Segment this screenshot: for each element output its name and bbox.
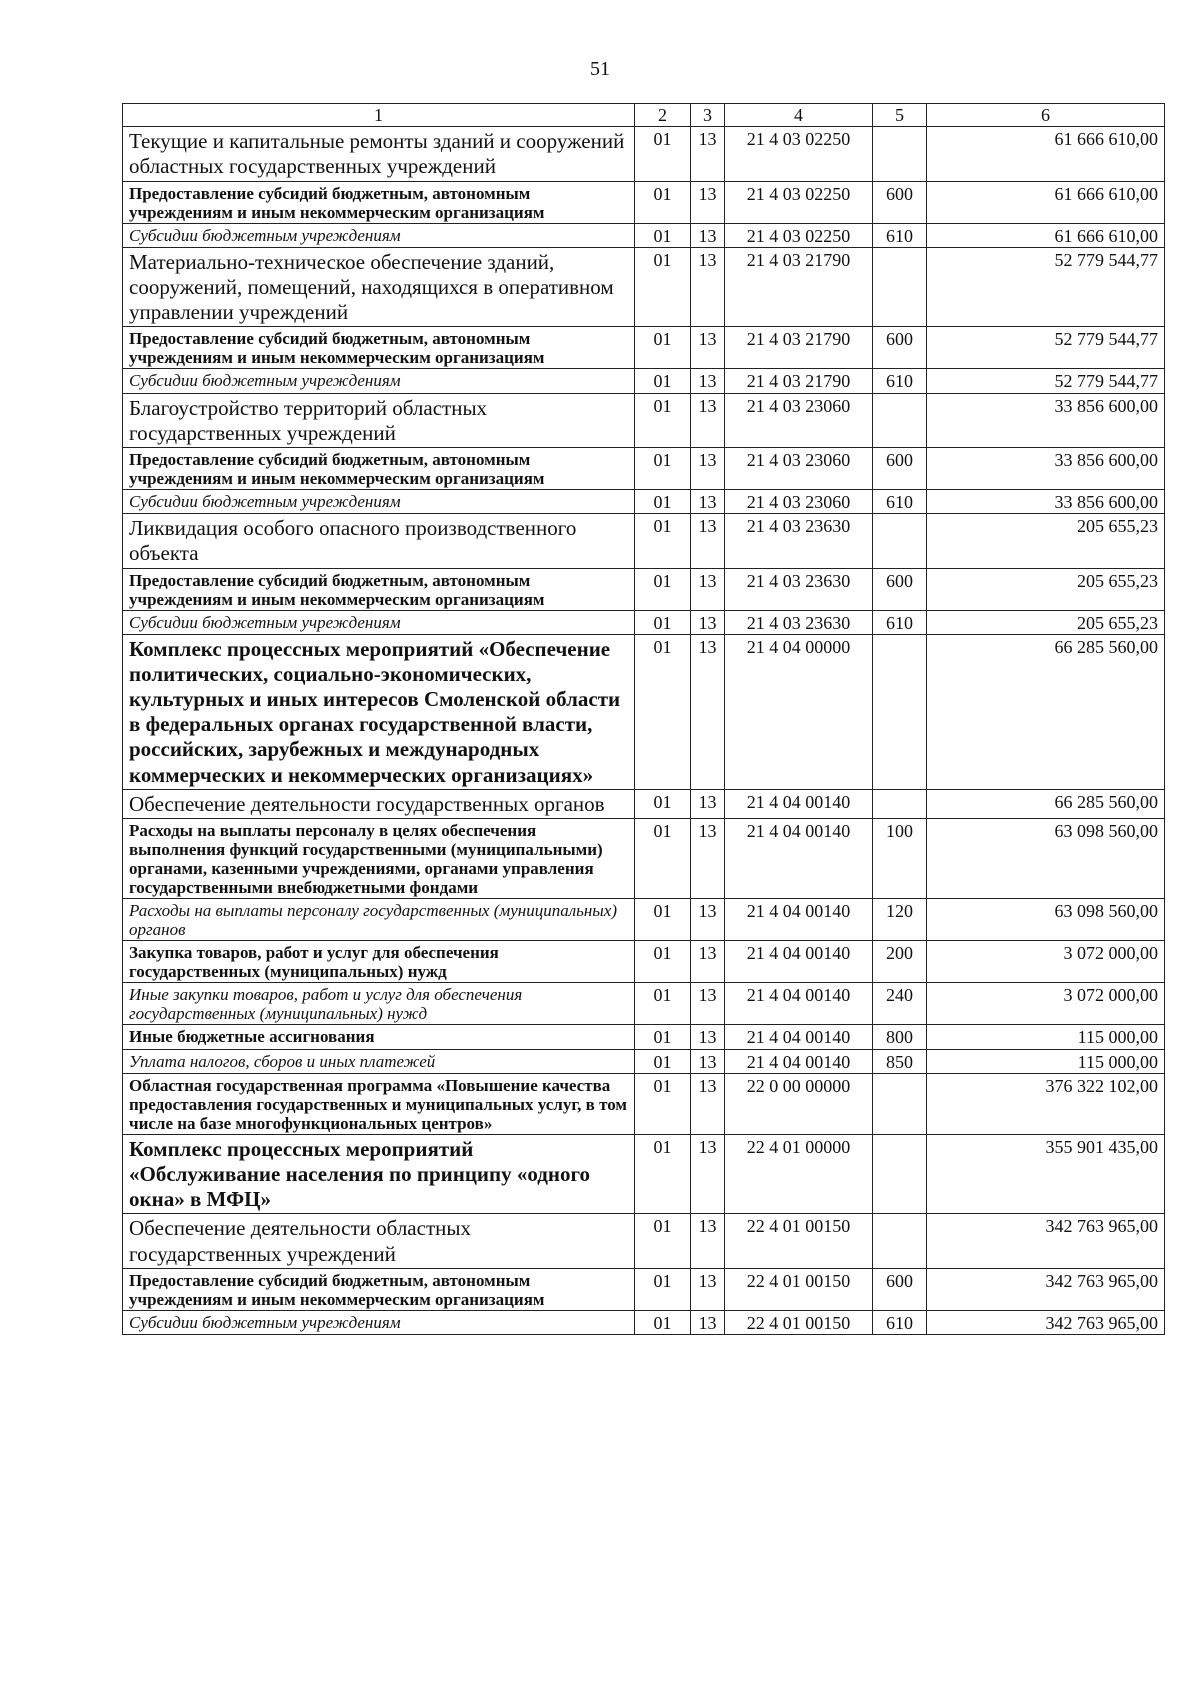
row-subsection-cell: 13 — [691, 223, 725, 247]
row-expense-type-cell: 200 — [873, 941, 927, 983]
table-row — [123, 447, 1165, 489]
row-name-cell: Обеспечение деятельности государственных органов — [123, 789, 635, 818]
row-section-cell: 01 — [635, 223, 691, 247]
row-expense-type-cell — [873, 1134, 927, 1214]
row-target-code-cell: 22 4 01 00150 — [725, 1268, 873, 1310]
row-target-code-cell: 22 4 01 00000 — [725, 1134, 873, 1214]
row-target-code-cell: 21 4 03 23630 — [725, 610, 873, 634]
row-target-code-cell: 22 4 01 00150 — [725, 1310, 873, 1334]
row-expense-type-cell — [873, 634, 927, 789]
row-expense-type-cell — [873, 1214, 927, 1268]
row-subsection-cell: 13 — [691, 1134, 725, 1214]
row-subsection-cell: 13 — [691, 634, 725, 789]
row-expense-type-cell — [873, 1073, 927, 1134]
row-section-cell: 01 — [635, 789, 691, 818]
row-target-code-cell: 21 4 03 23060 — [725, 393, 873, 447]
row-expense-type-cell: 100 — [873, 819, 927, 899]
row-section-cell: 01 — [635, 983, 691, 1025]
table-row — [123, 1049, 1165, 1073]
column-header: 3 — [691, 104, 725, 127]
row-expense-type-cell: 610 — [873, 489, 927, 513]
row-section-cell: 01 — [635, 1073, 691, 1134]
table-row — [123, 514, 1165, 568]
row-target-code-cell: 21 4 03 21790 — [725, 327, 873, 369]
table-row — [123, 610, 1165, 634]
row-name-cell: Иные закупки товаров, работ и услуг для обеспечения государственных (муниципальных) нужд — [123, 983, 635, 1025]
table-row — [123, 899, 1165, 941]
row-amount-cell: 342 763 965,00 — [927, 1214, 1165, 1268]
row-name-cell: Предоставление субсидий бюджетным, автономным учреждениям и иным некоммерческим организациям — [123, 447, 635, 489]
row-target-code-cell: 21 4 03 02250 — [725, 127, 873, 181]
row-subsection-cell: 13 — [691, 369, 725, 393]
row-subsection-cell: 13 — [691, 327, 725, 369]
row-amount-cell: 66 285 560,00 — [927, 789, 1165, 818]
row-subsection-cell: 13 — [691, 941, 725, 983]
row-section-cell: 01 — [635, 181, 691, 223]
row-section-cell: 01 — [635, 634, 691, 789]
row-subsection-cell: 13 — [691, 1073, 725, 1134]
row-section-cell: 01 — [635, 1049, 691, 1073]
row-section-cell: 01 — [635, 568, 691, 610]
row-name-cell: Предоставление субсидий бюджетным, автономным учреждениям и иным некоммерческим организациям — [123, 1268, 635, 1310]
table-row — [123, 181, 1165, 223]
table-row — [123, 819, 1165, 899]
row-subsection-cell: 13 — [691, 1049, 725, 1073]
row-subsection-cell: 13 — [691, 1268, 725, 1310]
row-name-cell: Субсидии бюджетным учреждениям — [123, 223, 635, 247]
row-section-cell: 01 — [635, 1268, 691, 1310]
row-subsection-cell: 13 — [691, 489, 725, 513]
row-subsection-cell: 13 — [691, 983, 725, 1025]
row-subsection-cell: 13 — [691, 447, 725, 489]
row-amount-cell: 342 763 965,00 — [927, 1268, 1165, 1310]
row-target-code-cell: 21 4 03 21790 — [725, 247, 873, 327]
row-subsection-cell: 13 — [691, 789, 725, 818]
row-amount-cell: 66 285 560,00 — [927, 634, 1165, 789]
table-row — [123, 127, 1165, 181]
row-expense-type-cell: 600 — [873, 447, 927, 489]
row-subsection-cell: 13 — [691, 568, 725, 610]
table-row — [123, 568, 1165, 610]
row-expense-type-cell: 120 — [873, 899, 927, 941]
row-amount-cell: 33 856 600,00 — [927, 489, 1165, 513]
row-target-code-cell: 21 4 03 02250 — [725, 223, 873, 247]
row-expense-type-cell — [873, 393, 927, 447]
row-name-cell: Обеспечение деятельности областных государственных учреждений — [123, 1214, 635, 1268]
row-name-cell: Предоставление субсидий бюджетным, автономным учреждениям и иным некоммерческим организациям — [123, 181, 635, 223]
row-name-cell: Комплекс процессных мероприятий «Обслуживание населения по принципу «одного окна» в МФЦ» — [123, 1134, 635, 1214]
table-row — [123, 369, 1165, 393]
column-header: 2 — [635, 104, 691, 127]
column-header: 4 — [725, 104, 873, 127]
row-subsection-cell: 13 — [691, 1310, 725, 1334]
column-header: 5 — [873, 104, 927, 127]
row-name-cell: Материально-техническое обеспечение зданий, сооружений, помещений, находящихся в оперативном управлении учреждений — [123, 247, 635, 327]
row-target-code-cell: 21 4 04 00140 — [725, 1049, 873, 1073]
row-amount-cell: 115 000,00 — [927, 1025, 1165, 1049]
row-expense-type-cell — [873, 127, 927, 181]
row-section-cell: 01 — [635, 393, 691, 447]
table-row — [123, 1268, 1165, 1310]
row-target-code-cell: 21 4 04 00140 — [725, 789, 873, 818]
row-expense-type-cell — [873, 789, 927, 818]
row-amount-cell: 61 666 610,00 — [927, 223, 1165, 247]
row-section-cell: 01 — [635, 1310, 691, 1334]
row-subsection-cell: 13 — [691, 1214, 725, 1268]
budget-table — [122, 103, 1165, 1335]
row-subsection-cell: 13 — [691, 393, 725, 447]
row-subsection-cell: 13 — [691, 610, 725, 634]
row-section-cell: 01 — [635, 447, 691, 489]
table-row — [123, 247, 1165, 327]
row-name-cell: Предоставление субсидий бюджетным, автономным учреждениям и иным некоммерческим организациям — [123, 327, 635, 369]
table-row — [123, 789, 1165, 818]
row-target-code-cell: 21 4 04 00140 — [725, 1025, 873, 1049]
row-subsection-cell: 13 — [691, 1025, 725, 1049]
row-subsection-cell: 13 — [691, 514, 725, 568]
row-amount-cell: 205 655,23 — [927, 610, 1165, 634]
row-name-cell: Благоустройство территорий областных государственных учреждений — [123, 393, 635, 447]
table-row — [123, 983, 1165, 1025]
row-name-cell: Уплата налогов, сборов и иных платежей — [123, 1049, 635, 1073]
row-target-code-cell: 22 4 01 00150 — [725, 1214, 873, 1268]
row-amount-cell: 52 779 544,77 — [927, 247, 1165, 327]
table-row — [123, 941, 1165, 983]
row-expense-type-cell: 800 — [873, 1025, 927, 1049]
table-row — [123, 1214, 1165, 1268]
row-amount-cell: 61 666 610,00 — [927, 181, 1165, 223]
row-section-cell: 01 — [635, 819, 691, 899]
row-target-code-cell: 21 4 04 00140 — [725, 941, 873, 983]
row-expense-type-cell: 600 — [873, 181, 927, 223]
row-expense-type-cell: 850 — [873, 1049, 927, 1073]
row-target-code-cell: 21 4 03 02250 — [725, 181, 873, 223]
row-amount-cell: 3 072 000,00 — [927, 941, 1165, 983]
row-amount-cell: 355 901 435,00 — [927, 1134, 1165, 1214]
row-amount-cell: 3 072 000,00 — [927, 983, 1165, 1025]
row-section-cell: 01 — [635, 327, 691, 369]
row-name-cell: Расходы на выплаты персоналу в целях обеспечения выполнения функций государственными (муниципальными) органами, казенными учреждениями, органами управления государственными внебюджетными фондами — [123, 819, 635, 899]
row-section-cell: 01 — [635, 1134, 691, 1214]
table-row — [123, 489, 1165, 513]
row-subsection-cell: 13 — [691, 127, 725, 181]
row-section-cell: 01 — [635, 514, 691, 568]
row-name-cell: Иные бюджетные ассигнования — [123, 1025, 635, 1049]
row-name-cell: Закупка товаров, работ и услуг для обеспечения государственных (муниципальных) нужд — [123, 941, 635, 983]
row-amount-cell: 205 655,23 — [927, 568, 1165, 610]
column-header: 6 — [927, 104, 1165, 127]
row-section-cell: 01 — [635, 489, 691, 513]
row-name-cell: Субсидии бюджетным учреждениям — [123, 610, 635, 634]
row-amount-cell: 342 763 965,00 — [927, 1310, 1165, 1334]
row-expense-type-cell: 610 — [873, 610, 927, 634]
row-amount-cell: 33 856 600,00 — [927, 393, 1165, 447]
row-name-cell: Предоставление субсидий бюджетным, автономным учреждениям и иным некоммерческим организациям — [123, 568, 635, 610]
table-header-row — [123, 104, 1165, 127]
table-row — [123, 393, 1165, 447]
row-amount-cell: 33 856 600,00 — [927, 447, 1165, 489]
row-subsection-cell: 13 — [691, 819, 725, 899]
row-amount-cell: 63 098 560,00 — [927, 899, 1165, 941]
row-expense-type-cell: 240 — [873, 983, 927, 1025]
row-expense-type-cell — [873, 247, 927, 327]
row-subsection-cell: 13 — [691, 899, 725, 941]
table-row — [123, 223, 1165, 247]
row-expense-type-cell — [873, 514, 927, 568]
row-name-cell: Комплекс процессных мероприятий «Обеспечение политических, социально-экономических, культурных и иных интересов Смоленской области в федеральных органах государственной власти, российских, зарубежных и международных коммерческих и некоммерческих организациях» — [123, 634, 635, 789]
row-name-cell: Расходы на выплаты персоналу государственных (муниципальных) органов — [123, 899, 635, 941]
row-section-cell: 01 — [635, 1214, 691, 1268]
table-row — [123, 1025, 1165, 1049]
row-amount-cell: 205 655,23 — [927, 514, 1165, 568]
row-amount-cell: 115 000,00 — [927, 1049, 1165, 1073]
row-expense-type-cell: 610 — [873, 1310, 927, 1334]
row-subsection-cell: 13 — [691, 181, 725, 223]
row-target-code-cell: 22 0 00 00000 — [725, 1073, 873, 1134]
row-target-code-cell: 21 4 03 23630 — [725, 568, 873, 610]
row-target-code-cell: 21 4 03 23060 — [725, 447, 873, 489]
table-row — [123, 327, 1165, 369]
row-target-code-cell: 21 4 03 21790 — [725, 369, 873, 393]
row-target-code-cell: 21 4 03 23060 — [725, 489, 873, 513]
row-target-code-cell: 21 4 04 00140 — [725, 819, 873, 899]
row-name-cell: Субсидии бюджетным учреждениям — [123, 489, 635, 513]
row-section-cell: 01 — [635, 899, 691, 941]
row-name-cell: Субсидии бюджетным учреждениям — [123, 1310, 635, 1334]
row-expense-type-cell: 600 — [873, 1268, 927, 1310]
table-body — [123, 127, 1165, 1335]
row-section-cell: 01 — [635, 369, 691, 393]
row-expense-type-cell: 600 — [873, 327, 927, 369]
row-expense-type-cell: 600 — [873, 568, 927, 610]
row-section-cell: 01 — [635, 610, 691, 634]
row-target-code-cell: 21 4 04 00140 — [725, 983, 873, 1025]
row-amount-cell: 52 779 544,77 — [927, 369, 1165, 393]
row-target-code-cell: 21 4 04 00000 — [725, 634, 873, 789]
row-amount-cell: 376 322 102,00 — [927, 1073, 1165, 1134]
row-name-cell: Текущие и капитальные ремонты зданий и сооружений областных государственных учреждений — [123, 127, 635, 181]
row-name-cell: Ликвидация особого опасного производственного объекта — [123, 514, 635, 568]
table-row — [123, 1073, 1165, 1134]
column-header: 1 — [123, 104, 635, 127]
table-row — [123, 1310, 1165, 1334]
row-target-code-cell: 21 4 03 23630 — [725, 514, 873, 568]
table-row — [123, 1134, 1165, 1214]
row-section-cell: 01 — [635, 941, 691, 983]
row-name-cell: Областная государственная программа «Повышение качества предоставления государственных и муниципальных услуг, в том числе на базе многофункциональных центров» — [123, 1073, 635, 1134]
row-section-cell: 01 — [635, 127, 691, 181]
row-expense-type-cell: 610 — [873, 223, 927, 247]
page-number: 51 — [590, 58, 610, 80]
row-section-cell: 01 — [635, 1025, 691, 1049]
row-expense-type-cell: 610 — [873, 369, 927, 393]
row-amount-cell: 61 666 610,00 — [927, 127, 1165, 181]
row-section-cell: 01 — [635, 247, 691, 327]
row-amount-cell: 52 779 544,77 — [927, 327, 1165, 369]
row-name-cell: Субсидии бюджетным учреждениям — [123, 369, 635, 393]
row-amount-cell: 63 098 560,00 — [927, 819, 1165, 899]
row-target-code-cell: 21 4 04 00140 — [725, 899, 873, 941]
table-row — [123, 634, 1165, 789]
row-subsection-cell: 13 — [691, 247, 725, 327]
